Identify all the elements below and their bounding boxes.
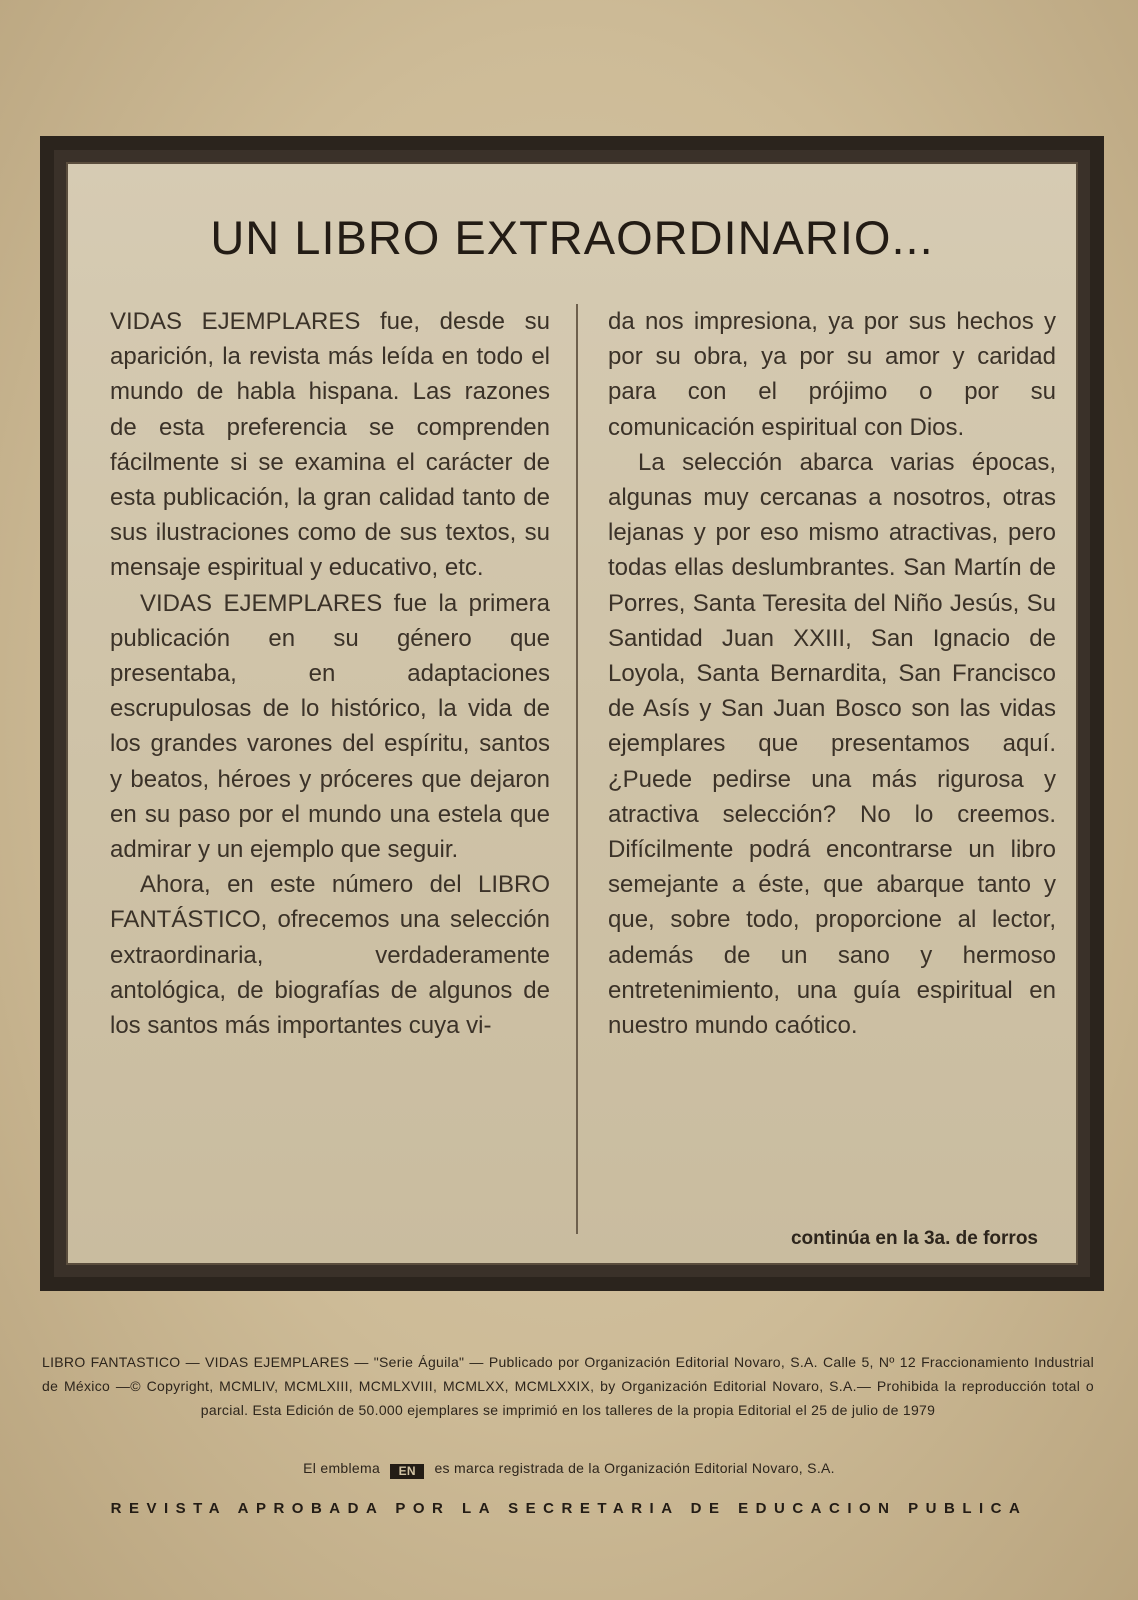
left-paragraph-1: VIDAS EJEMPLARES fue, desde su aparición, la revista más leída en todo el mundo de habla hispana. Las razones de esta preferencia se comprenden fácilmente si se examina el carácter de esta publicación, la gran calidad tanto de sus ilustraciones como de sus textos, su mensaje espiritual y educativo, etc. — [110, 308, 550, 582]
emblem-text-after: es marca registrada de la Organización Editorial Novaro, S.A. — [434, 1460, 835, 1476]
article-frame — [40, 136, 1104, 1291]
left-paragraph-2: VIDAS EJEMPLARES fue la primera publicación en su género que presentaba, en adaptaciones escrupulosas de lo histórico, la vida de los grandes varones del espíritu, santos y beatos, héroes y próceres que dejaron en su paso por el mundo una estela que admirar y un ejemplo que seguir. — [110, 589, 550, 864]
publication-imprint: LIBRO FANTASTICO — VIDAS EJEMPLARES — "Serie Águila" — Publicado por Organización Editorial Novaro, S.A. Calle 5, Nº 12 Fraccionamiento Industrial de México —© Copyright, MCMLIV, MCMLXIII, MCMLXVIII, MCMLXX, MCMLXXIX, by Organización Editorial Novaro, S.A.— Prohibida la reproducción total o parcial. Esta Edición de 50.000 ejemplares se imprimió en los talleres de la propia Editorial el 25 de julio de 1979 — [42, 1354, 1094, 1418]
left-column — [110, 304, 550, 1043]
right-paragraph-2: La selección abarca varias épocas, algunas muy cercanas a nosotros, otras lejanas y por eso mismo atractivas, pero todas ellas deslumbrantes. San Martín de Porres, Santa Teresita del Niño Jesús, Su Santidad Juan XXIII, San Ignacio de Loyola, Santa Bernardita, San Francisco de Asís y San Juan Bosco son las vidas ejemplares que presentamos aquí. ¿Puede pedirse una más rigurosa y atractiva selección? No lo creemos. Difícilmente podrá encontrarse un libro semejante a éste, que abarque tanto y que, sobre todo, proporcione al lector, además de un sano y hermoso entretenimiento, una guía espiritual en nuestro mundo caótico. — [608, 448, 1056, 1040]
approval-notice: REVISTA APROBADA POR LA SECRETARIA DE EDUCACION PUBLICA — [110, 1500, 1028, 1517]
novaro-logo-icon: EN — [390, 1464, 424, 1479]
emblem-text-before: El emblema — [303, 1460, 381, 1476]
continued-note: continúa en la 3a. de forros — [790, 1228, 1038, 1249]
right-paragraph-1: da nos impresiona, ya por sus hechos y por su obra, ya por su amor y caridad para con el prójimo o por su comunicación espiritual con Dios. — [608, 308, 1056, 441]
right-column — [608, 304, 1056, 1043]
column-divider — [576, 304, 578, 1234]
article-title: UN LIBRO EXTRAORDINARIO... — [210, 211, 934, 264]
article-panel — [66, 162, 1078, 1265]
emblem-notice — [0, 1460, 1138, 1479]
left-paragraph-3: Ahora, en este número del LIBRO FANTÁSTICO, ofrecemos una selección extraordinaria, verdaderamente antológica, de biografías de algunos de los santos más importantes cuya vi- — [110, 871, 550, 1040]
